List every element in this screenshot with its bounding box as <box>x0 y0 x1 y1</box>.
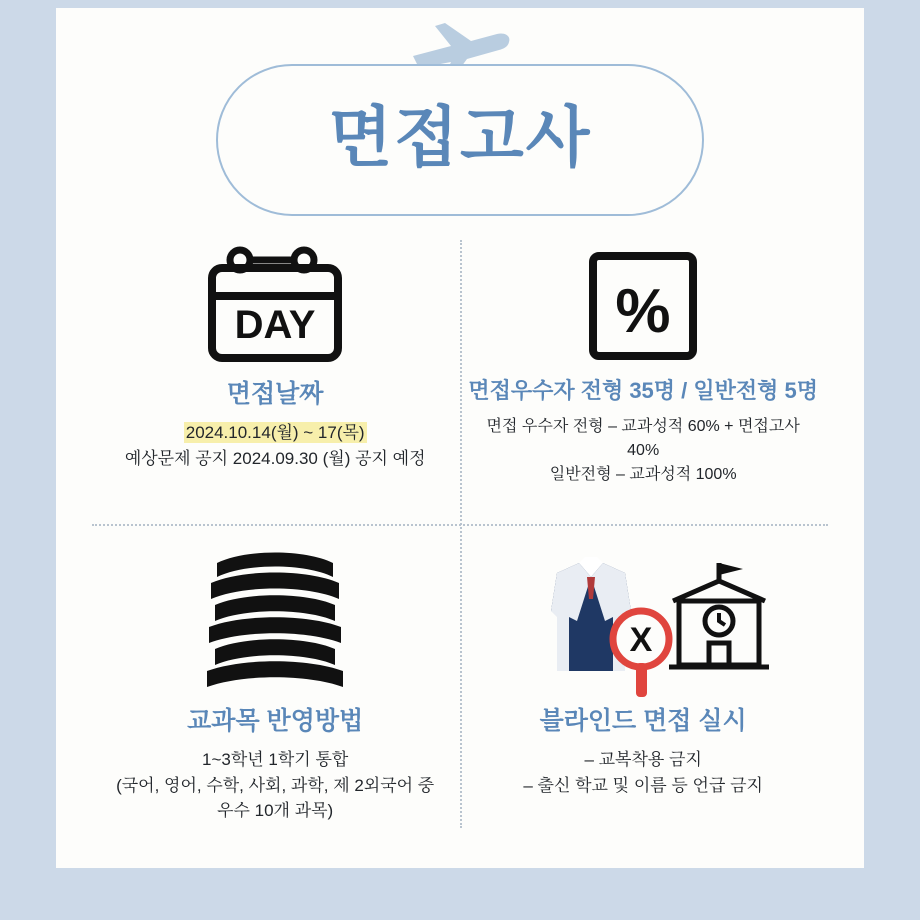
section-line: 우수 10개 과목) <box>217 801 334 820</box>
section-body <box>468 415 818 487</box>
section-title: 블라인드 면접 실시 <box>539 707 747 735</box>
section-line: (국어, 영어, 수학, 사회, 과학, 제 2외국어 중 <box>116 775 435 795</box>
section-body <box>523 747 763 798</box>
section-line-highlight: 2024.10.14(월) ~ 17(목) <box>185 423 365 442</box>
poster-card <box>56 8 864 868</box>
page-title: 면접고사 <box>328 100 592 174</box>
section-interview-date <box>92 236 458 541</box>
calendar-day-icon <box>200 242 350 370</box>
section-title: 교과목 반영방법 <box>187 707 364 735</box>
title-pill <box>216 64 704 216</box>
section-body <box>116 747 434 824</box>
svg-text:DAY: DAY <box>234 303 316 347</box>
percent-icon <box>583 242 703 370</box>
section-title: 면접우수자 전형 35명 / 일반전형 5명 <box>468 378 818 403</box>
section-subject-reflection <box>92 541 458 846</box>
section-title: 면접날짜 <box>226 380 324 408</box>
blind-uniform-school-icon <box>513 547 773 697</box>
sections-grid <box>92 236 828 846</box>
section-line: – 출신 학교 및 이름 등 언급 금지 <box>523 775 763 795</box>
section-line: 면접 우수자 전형 – 교과성적 60% + 면접고사 40% <box>486 418 800 459</box>
section-line: 예상문제 공지 2024.09.30 (월) 공지 예정 <box>124 448 426 468</box>
section-line: 일반전형 – 교과성적 100% <box>549 466 737 483</box>
books-stack-icon <box>195 547 355 697</box>
svg-text:%: % <box>615 277 671 346</box>
section-admission-ratio <box>458 236 828 541</box>
poster-header <box>56 8 864 230</box>
section-line: – 교복착용 금지 <box>584 750 702 769</box>
svg-text:X: X <box>629 621 653 659</box>
section-line: 1~3학년 1학기 통합 <box>202 750 349 769</box>
section-blind-interview <box>458 541 828 846</box>
section-body <box>125 420 426 471</box>
